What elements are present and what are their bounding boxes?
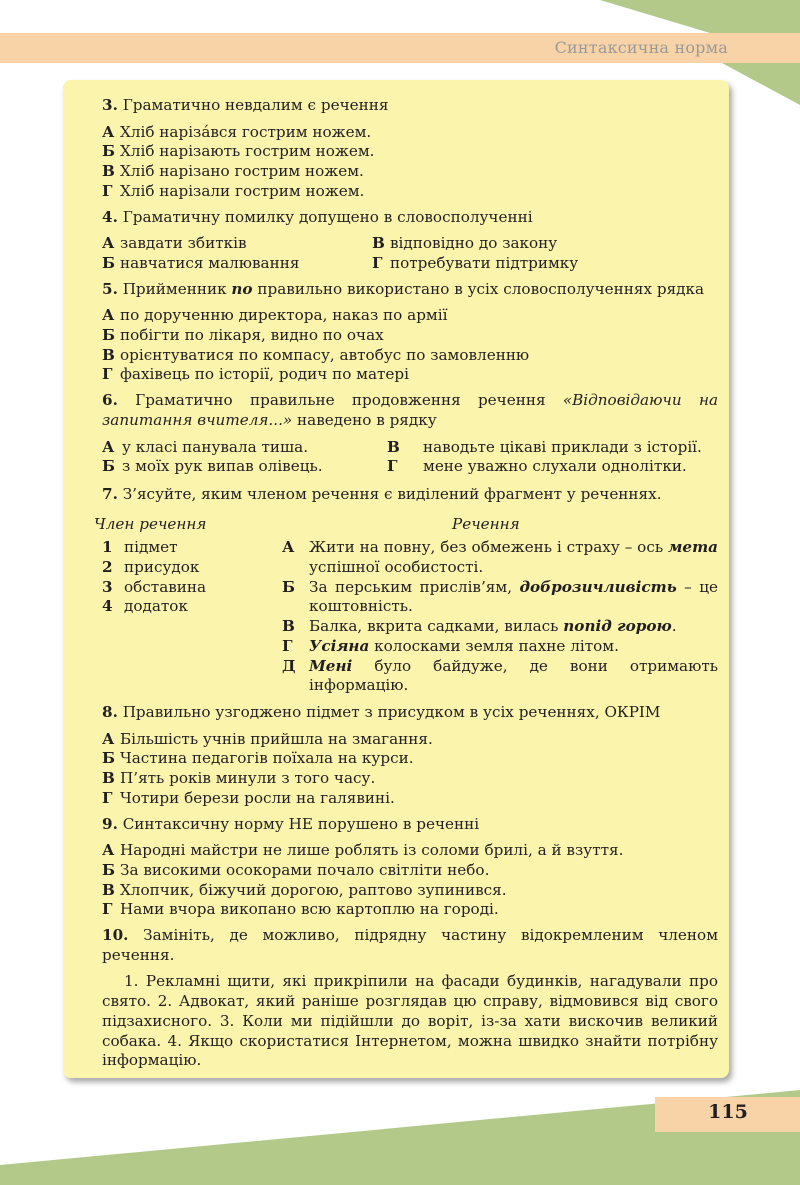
question-text: Граматичну помилку допущено в словосполученні — [122, 207, 533, 226]
question-4 — [102, 208, 718, 274]
exercise-content — [94, 96, 719, 1073]
member-1: 1 підмет — [102, 538, 178, 557]
option-a: А Народні майстри не лише роблять із соломи брилі, а й взуття. — [102, 841, 624, 860]
option-b: Б побігти по лікаря, видно по очах — [102, 326, 384, 345]
option-v: В Хліб нарізано гострим ножем. — [102, 162, 364, 181]
option-g: Г Хліб нарізали гострим ножем. — [102, 181, 365, 200]
option-g: Г потребувати підтримку — [372, 253, 579, 272]
question-number: 9. — [102, 814, 118, 833]
question-8 — [102, 703, 718, 809]
sentence-g: Г Усіяна колосками земля пахне літом. — [282, 636, 619, 655]
option-v: В наводьте цікаві приклади з історії. — [387, 437, 702, 456]
sentence-a: А Жити на повну, без обмежень і страху – ось мета успішної особистості. — [282, 538, 718, 577]
column-header-right: Речення — [452, 514, 520, 533]
question-number: 4. — [102, 207, 118, 226]
question-text: Синтаксичну норму НЕ порушено в реченні — [122, 814, 480, 833]
question-number: 3. — [102, 96, 118, 114]
question-7 — [94, 484, 718, 696]
question-number: 5. — [102, 279, 118, 298]
question-5: 5. Прийменник по правильно використано в усіх словосполученнях рядка А по дорученню директора, наказ по армії Б побігти по лікаря, видно по очах В орієнтуватися по компасу, автобус по замовленню Г фахівець по історії, родич по матері — [102, 280, 718, 386]
option-a: А у класі панувала тиша. — [102, 437, 309, 456]
question-number: 6. — [102, 391, 118, 410]
right-green-wedge — [722, 63, 800, 105]
exercise-paragraph: 1. Рекламні щити, які прикріпили на фасади будинків, нагадували про свято. 2. Адвокат, який раніше розглядав цю справу, відмовився від свого підзахисного. 3. Коли ми підійшли до воріт, із-за хати вискочив великий собака. 4. Якщо скористатися Інтернетом, можна швидко знайти потрібну інформацію. — [102, 972, 718, 1070]
option-b: Б з моїх рук випав олівець. — [102, 457, 323, 476]
section-title: Синтаксична норма — [554, 38, 728, 57]
option-v: В відповідно до закону — [372, 234, 558, 253]
option-g: Г Нами вчора викопано всю картоплю на городі. — [102, 900, 499, 919]
option-g: Г Чотири берези росли на галявині. — [102, 788, 395, 807]
question-number: 10. — [102, 926, 129, 945]
option-v: В Хлопчик, біжучий дорогою, раптово зупинився. — [102, 880, 507, 899]
option-b: Б За високими осокорами почало світліти небо. — [102, 860, 490, 879]
question-number: 8. — [102, 702, 118, 721]
question-number: 7. — [102, 484, 118, 503]
member-2: 2 присудок — [102, 558, 200, 577]
emphasized-word: по — [231, 279, 253, 298]
option-b: Б Хліб нарізають гострим ножем. — [102, 142, 375, 161]
question-10 — [102, 926, 718, 1071]
option-v: В орієнтуватися по компасу, автобус по замовленню — [102, 345, 530, 364]
member-4: 4 додаток — [102, 597, 188, 616]
column-header-left: Член речення — [94, 514, 207, 533]
member-3: 3 обставина — [102, 577, 207, 596]
question-text: З’ясуйте, яким членом речення є виділений фрагмент у реченнях. — [122, 484, 662, 503]
question-text: Граматично невдалим є речення — [122, 96, 389, 114]
option-a: А Хліб нарізáвся гострим ножем. — [102, 122, 372, 141]
page-number: 115 — [708, 1101, 748, 1123]
question-text: Правильно узгоджено підмет з присудком в усіх реченнях, ОКРІМ — [122, 702, 661, 721]
question-9 — [102, 815, 718, 921]
sentence-v: В Балка, вкрита садками, вилась попід горою. — [282, 617, 677, 636]
quoted-sentence: «Відповідаючи на запитання вчителя...» — [102, 391, 719, 429]
option-b: Б Частина педагогів поїхала на курси. — [102, 749, 414, 768]
question-text: Замініть, де можливо, підрядну частину відокремленим членом речення. — [102, 926, 719, 964]
option-v: В П’ять років минули з того часу. — [102, 769, 376, 788]
option-g: Г мене уважно слухали однолітки. — [387, 457, 687, 476]
sentence-d: Д Мені було байдуже, де вони отримають інформацію. — [282, 656, 718, 695]
question-3 — [102, 96, 718, 202]
option-a: А завдати збитків — [102, 234, 247, 253]
option-g: Г фахівець по історії, родич по матері — [102, 365, 410, 384]
question-6: 6. Граматично правильне продовження речення «Відповідаючи на запитання вчителя...» наведено в рядку А у класі панувала тиша. В наводьте цікаві приклади з історії. Б з моїх рук випав олівець. Г мене уважно слухали однолітки. — [102, 391, 719, 476]
option-a: А по дорученню директора, наказ по армії — [102, 306, 448, 325]
sentence-b: Б За перським прислів’ям, доброзичливість – це коштовність. — [282, 577, 718, 616]
option-b: Б навчатися малювання — [102, 253, 300, 272]
option-a: А Більшість учнів прийшла на змагання. — [102, 729, 433, 748]
